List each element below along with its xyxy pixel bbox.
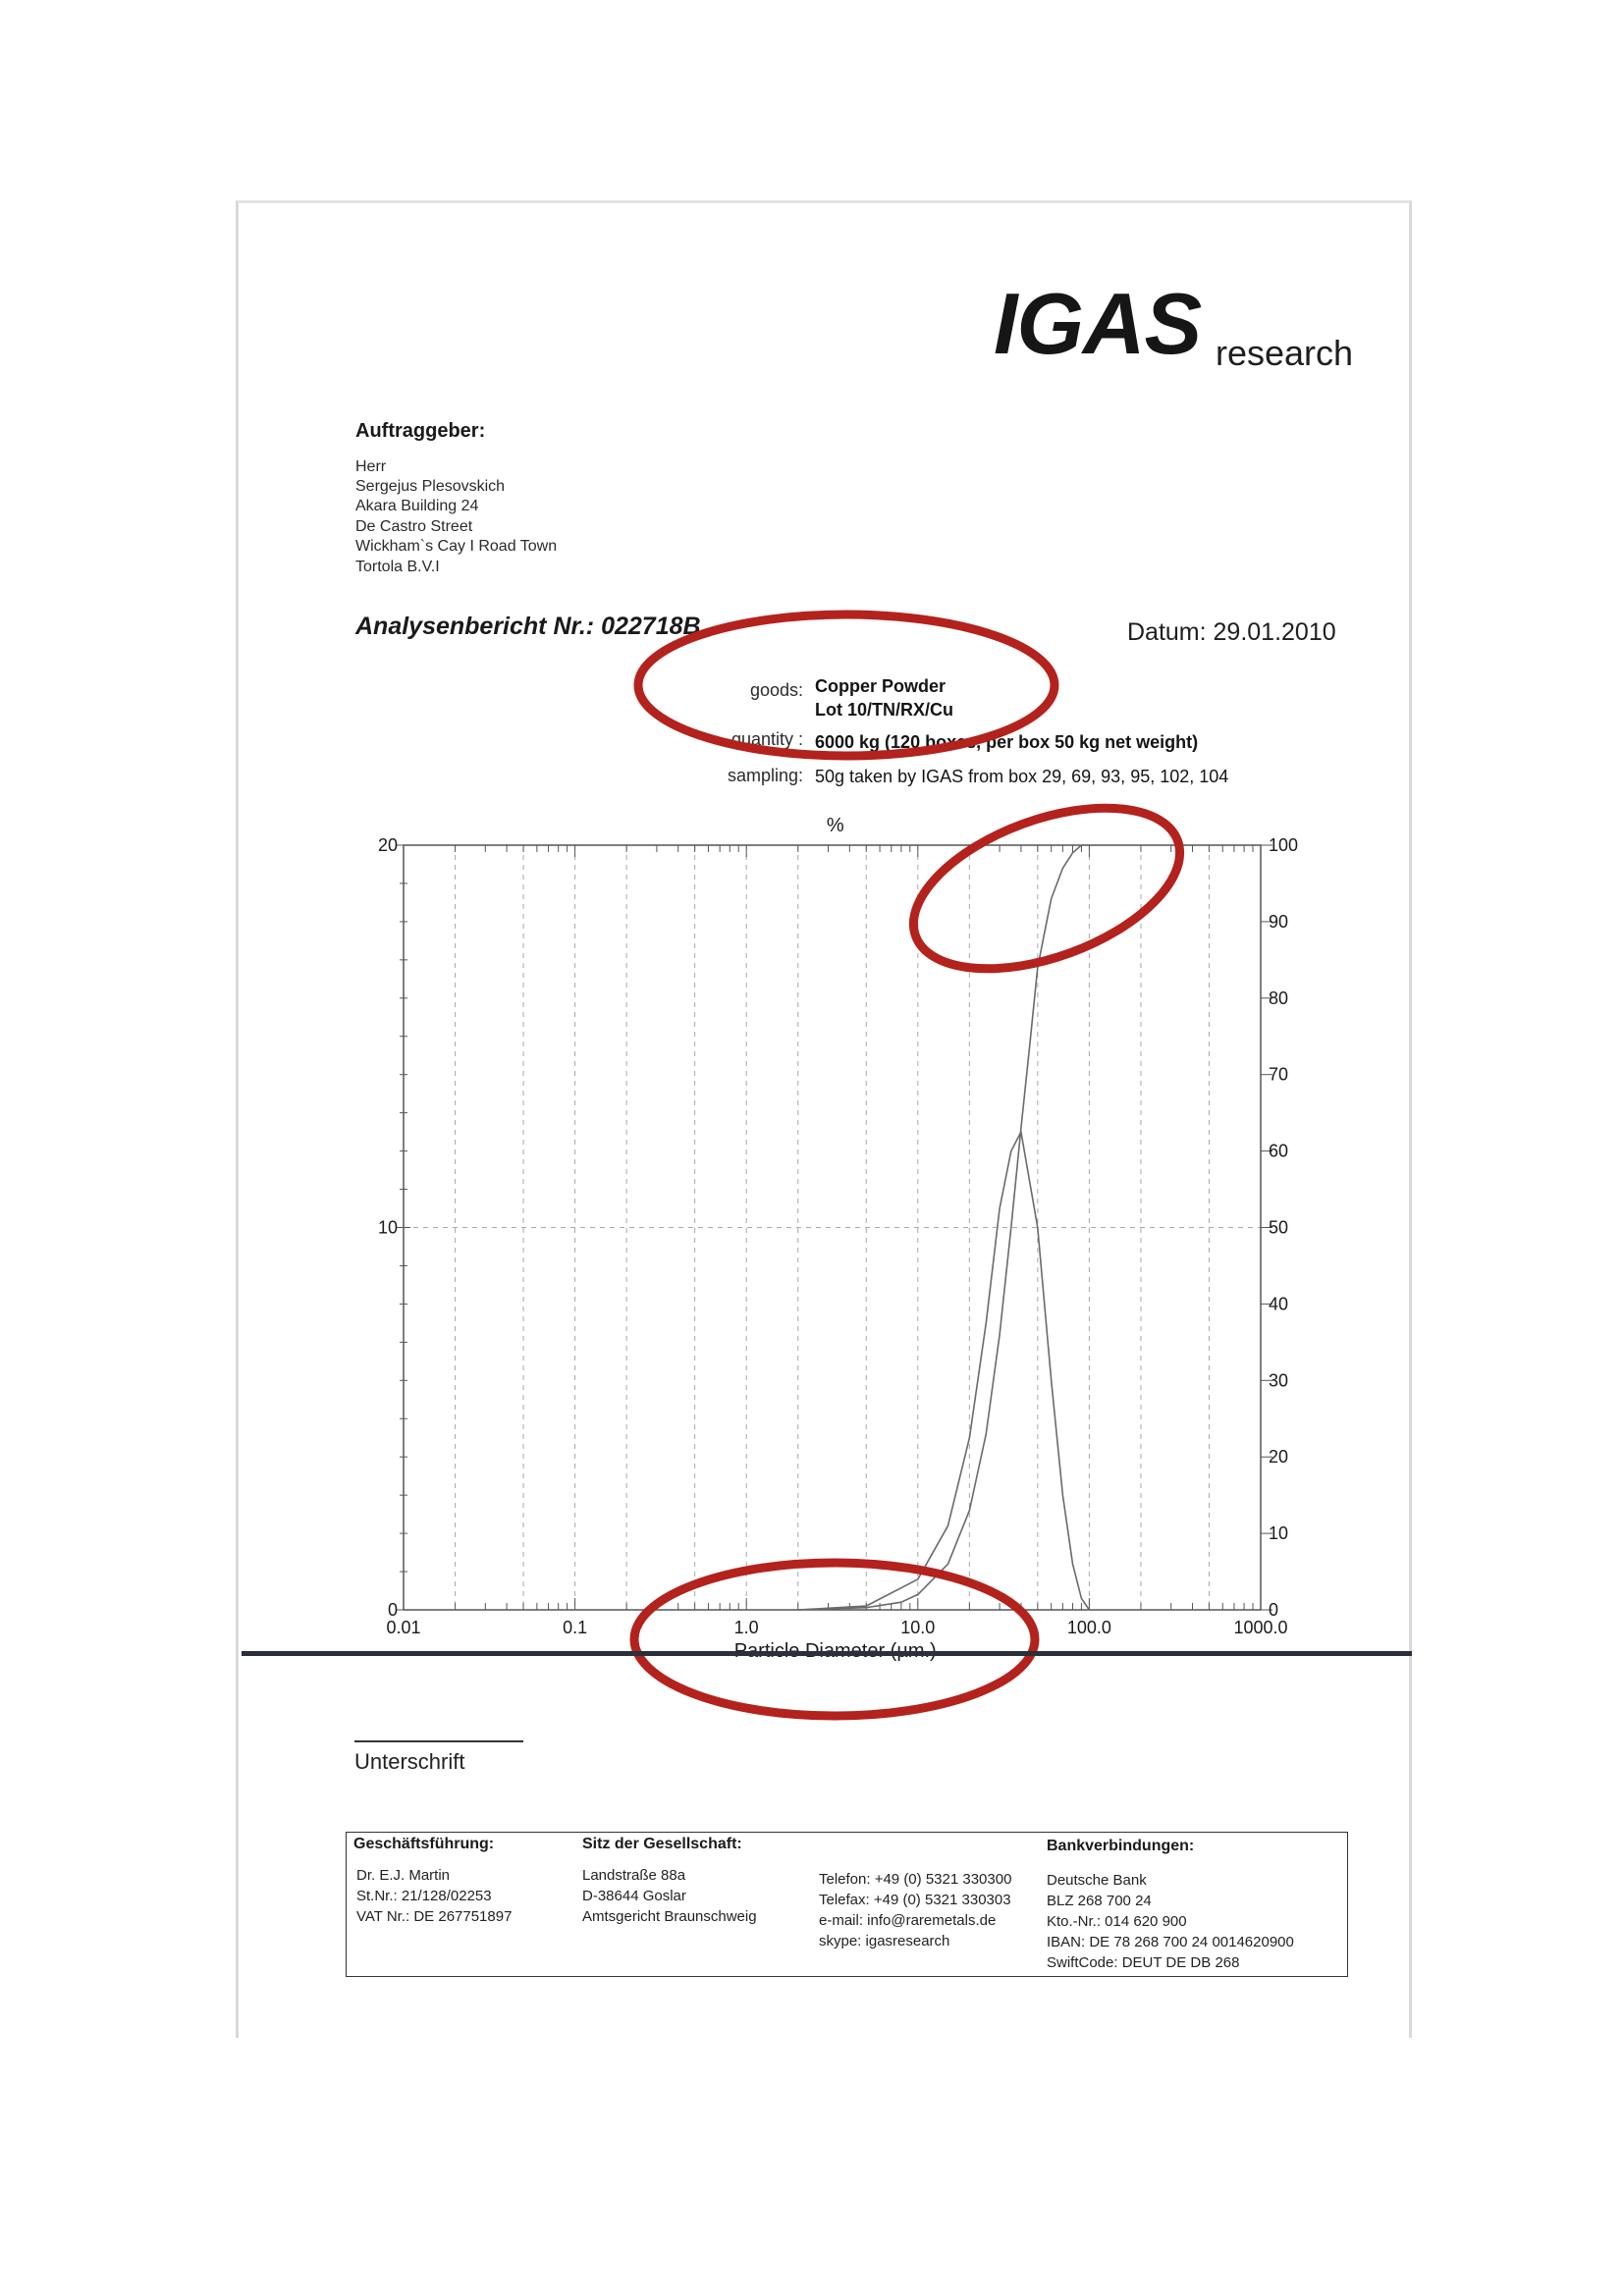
- footer-bank-line: IBAN: DE 78 268 700 24 0014620900: [1047, 1934, 1294, 1950]
- footer-management-line: Dr. E.J. Martin: [356, 1867, 451, 1884]
- footer-contact-line: Telefax: +49 (0) 5321 330303: [819, 1892, 1011, 1908]
- chart-tick-labels: [378, 835, 1298, 1637]
- y-tick-label-right: 80: [1269, 988, 1289, 1008]
- x-tick-label: 100.0: [1066, 1618, 1111, 1637]
- signature-line: [354, 1740, 523, 1742]
- footer-contact-line: e-mail: info@raremetals.de: [819, 1912, 997, 1929]
- y-tick-label-right: 20: [1269, 1447, 1289, 1468]
- quantity-value: 6000 kg (120 boxes, per box 50 kg net weight): [815, 732, 1199, 752]
- client-line: De Castro Street: [355, 518, 473, 535]
- y-tick-label-right: 60: [1269, 1141, 1289, 1161]
- y-tick-label-right: 30: [1269, 1370, 1289, 1391]
- annotation-circle-xaxis: [634, 1563, 1035, 1716]
- footer-seat-head: Sitz der Gesellschaft:: [582, 1836, 742, 1852]
- footer-bank-line: Deutsche Bank: [1047, 1872, 1147, 1889]
- report-date: Datum: 29.01.2010: [1127, 618, 1336, 646]
- x-tick-label: 0.01: [386, 1618, 421, 1637]
- footer-bank-line: Kto.-Nr.: 014 620 900: [1047, 1913, 1187, 1930]
- goods-value-line2: Lot 10/TN/RX/Cu: [815, 700, 954, 720]
- signature-label: Unterschrift: [354, 1749, 465, 1774]
- x-axis-label: Particle Diameter (µm.): [733, 1640, 937, 1662]
- report-title: Analysenbericht Nr.: 022718B: [355, 613, 701, 640]
- sampling-label: sampling:: [727, 766, 803, 785]
- goods-value-line1: Copper Powder: [815, 676, 947, 696]
- footer-bank-line: BLZ 268 700 24: [1047, 1893, 1152, 1909]
- annotation-circle-curve-top: [893, 776, 1202, 1001]
- footer-bank-line: SwiftCode: DEUT DE DB 268: [1047, 1954, 1240, 1971]
- x-tick-label: 0.1: [563, 1618, 588, 1637]
- footer-bank-head: Bankverbindungen:: [1047, 1838, 1195, 1854]
- client-line: Sergejus Plesovskich: [355, 478, 506, 495]
- chart-grid: [404, 845, 1261, 1610]
- client-line: Herr: [355, 458, 387, 475]
- y-tick-label-left: 10: [377, 1217, 398, 1238]
- y-tick-label-right: 100: [1269, 835, 1299, 855]
- footer-seat-line: Amtsgericht Braunschweig: [582, 1908, 757, 1925]
- y-tick-label-right: 70: [1269, 1064, 1289, 1085]
- footer-seat-line: Landstraße 88a: [582, 1867, 686, 1884]
- client-line: Akara Building 24: [355, 498, 479, 514]
- x-tick-label: 1.0: [733, 1618, 759, 1637]
- sampling-value: 50g taken by IGAS from box 29, 69, 93, 95, 102, 104: [815, 767, 1229, 786]
- y-tick-label-right: 0: [1269, 1600, 1279, 1620]
- footer-management-line: St.Nr.: 21/128/02253: [356, 1888, 492, 1904]
- annotation-circle-goods: [638, 614, 1055, 756]
- y-tick-label-right: 10: [1269, 1523, 1289, 1544]
- footer-contact-line: skype: igasresearch: [819, 1933, 950, 1949]
- footer-seat-line: D-38644 Goslar: [582, 1888, 686, 1904]
- y-tick-label-right: 90: [1269, 911, 1289, 932]
- client-line: Tortola B.V.I: [355, 559, 440, 575]
- footer-management-head: Geschäftsführung:: [353, 1836, 495, 1852]
- y-tick-label-left: 0: [387, 1600, 398, 1620]
- x-tick-label: 10.0: [900, 1618, 936, 1637]
- y-tick-label-right: 40: [1269, 1294, 1289, 1314]
- company-logo-subtitle: research: [1216, 333, 1354, 373]
- annotation-circles: [634, 614, 1201, 1716]
- distribution-curve: [798, 1132, 1090, 1610]
- footer-management-line: VAT Nr.: DE 267751897: [356, 1908, 513, 1925]
- separator-bar: [242, 1651, 1412, 1656]
- client-line: Wickham`s Cay I Road Town: [355, 538, 558, 555]
- y-tick-label-left: 20: [377, 835, 398, 855]
- client-label: Auftraggeber:: [355, 420, 486, 442]
- right-axis-title: %: [826, 815, 844, 836]
- footer-contact-line: Telefon: +49 (0) 5321 330300: [819, 1871, 1012, 1888]
- goods-label: goods:: [749, 680, 803, 700]
- x-tick-label: 1000.0: [1233, 1618, 1288, 1637]
- y-tick-label-right: 50: [1269, 1217, 1289, 1238]
- quantity-label: quantity :: [730, 729, 803, 749]
- company-logo: IGAS: [994, 275, 1202, 372]
